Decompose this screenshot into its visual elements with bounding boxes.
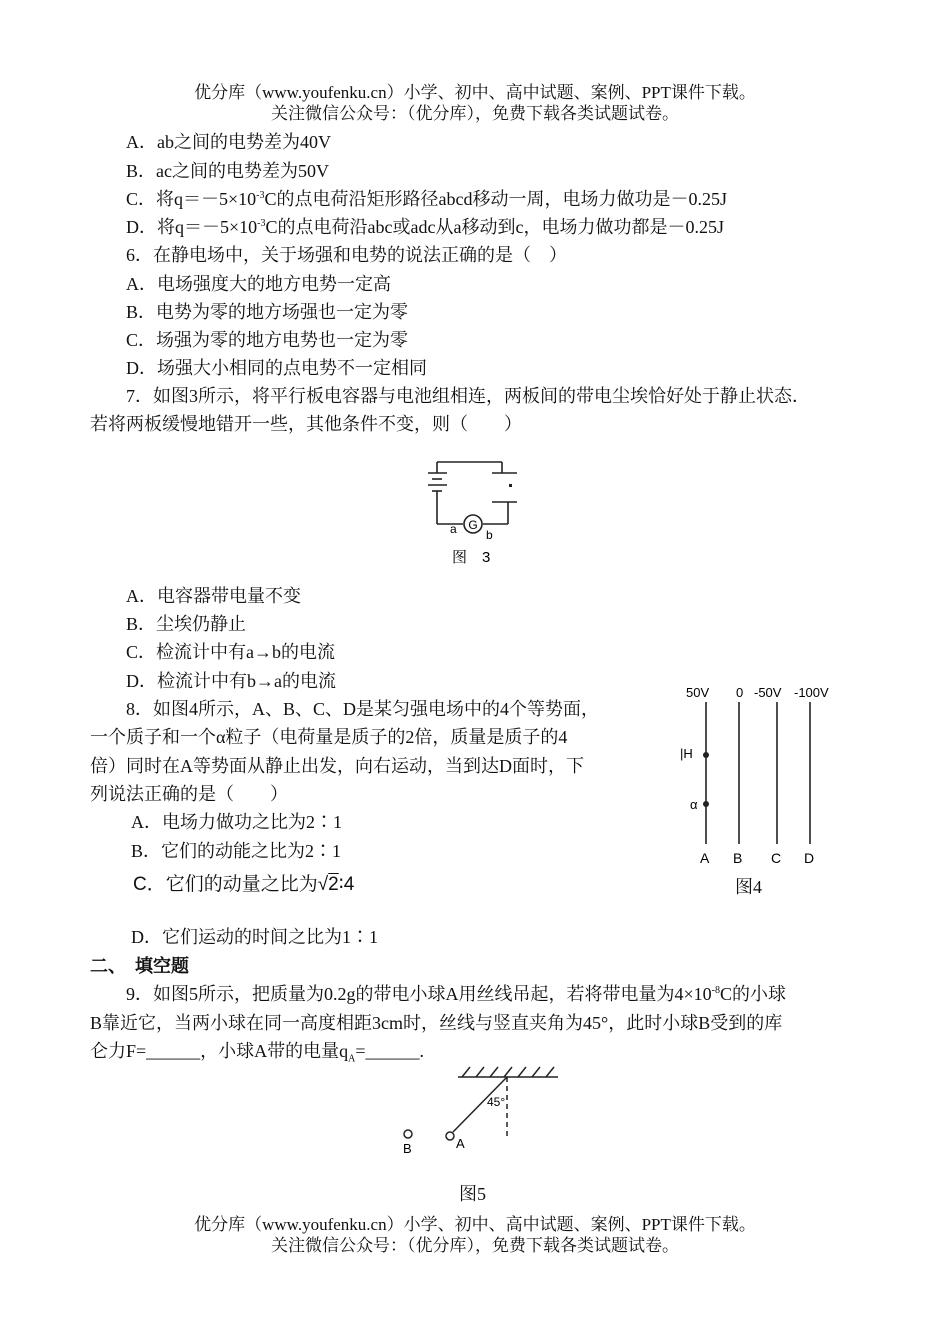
q9-line-1: 9．如图5所示，把质量为0.2g的带电小球A用丝线吊起，若将带电量为$4\times 10^{-8}C$的小球 (126, 984, 787, 1004)
q5-option-a: A．ab之间的电势差为40V (126, 132, 331, 152)
fig4-voltage-c: -50V (754, 685, 782, 700)
q9-line-3: 仑力F=______，小球A带的电量$q_A=\_\_\_\_\_\_$. (90, 1041, 425, 1065)
q5-option-c: C．将$q=-5\times 10^{-3}C$的点电荷沿矩形路径abcd移动一周，电场力做功是－0.25J (126, 189, 728, 209)
fig4-voltage-b: 0 (736, 685, 744, 700)
q8-stem-line-2: 一个质子和一个α粒子（电荷量是质子的2倍，质量是质子的4 (90, 727, 568, 747)
q6-stem: 6．在静电场中，关于场强和电势的说法正确的是（ ） (126, 245, 567, 265)
fig4-voltage-d: -100V (794, 685, 829, 700)
q7-option-b: B．尘埃仍静止 (126, 614, 247, 634)
footer-line-1: 优分库（www.youfenku.cn）小学、初中、高中试题、案例、PPT课件下载。 (194, 1215, 756, 1234)
header-line-1: 优分库（www.youfenku.cn）小学、初中、高中试题、案例、PPT课件下载。 (194, 83, 756, 102)
fig5-label-b: B (403, 1141, 412, 1156)
q5-option-b: B．ac之间的电势差为50V (126, 161, 329, 181)
q6-option-b: B．电势为零的地方场强也一定为零 (126, 302, 409, 322)
header-line-2: 关注微信公众号：（优分库），免费下载各类试题试卷。 (271, 104, 679, 123)
footer-line-2: 关注微信公众号：（优分库），免费下载各类试题试卷。 (271, 1236, 679, 1255)
fig4-voltage-a: 50V (686, 685, 710, 700)
section-2-title: 二、 填空题 (90, 956, 189, 976)
figure-4-equipotential (670, 680, 860, 900)
fig4-mark-h: |H (680, 746, 693, 761)
q8-stem-line-1: 8．如图4所示，A、B、C、D是某匀强电场中的4个等势面， (126, 699, 600, 719)
q8-stem-line-3: 倍）同时在A等势面从静止出发，向右运动，当到达D面时，下 (90, 756, 584, 776)
q9-line-2: B靠近它，当两小球在同一高度相距3cm时，丝线与竖直夹角为45°，此时小球B受到的库 (90, 1013, 783, 1033)
q7-stem-line-2: 若将两板缓慢地错开一些，其他条件不变，则（ ） (90, 414, 522, 434)
fig4-label-c: C (771, 850, 782, 866)
q7-option-a: A．电容器带电量不变 (126, 586, 301, 606)
fig4-label-b: B (733, 850, 743, 866)
q6-option-d: D．场强大小相同的点电势不一定相同 (126, 358, 427, 378)
q8-stem-line-4: 列说法正确的是（ ） (90, 784, 288, 804)
fig4-label-d: D (804, 850, 815, 866)
galvanometer-label: G (468, 518, 478, 532)
q8-option-a: A．电场力做功之比为2∶1 (131, 812, 342, 832)
proton-dot (703, 752, 709, 758)
q8-option-c: C．它们的动量之比为√2∶4 (133, 874, 355, 895)
dust-particle (509, 484, 512, 487)
fig4-mark-alpha: α (690, 797, 698, 812)
fig5-angle: 45° (487, 1095, 506, 1109)
fig3-label-b: b (486, 528, 493, 542)
fig5-label-a: A (456, 1136, 465, 1151)
figure-3-circuit (420, 440, 530, 570)
q8-option-b: B．它们的动能之比为2∶1 (131, 841, 342, 861)
q8-option-d: D．它们运动的时间之比为1∶1 (131, 927, 378, 947)
figure-5-pendulum (390, 1062, 570, 1162)
alpha-dot (703, 801, 709, 807)
fig5-caption: 图5 (459, 1184, 486, 1204)
fig4-label-a: A (700, 850, 710, 866)
q7-option-c: C．检流计中有a→b的电流 (126, 642, 335, 662)
q6-option-c: C．场强为零的地方电势也一定为零 (126, 330, 409, 350)
fig3-label-a: a (450, 522, 457, 536)
q5-option-d: D．将$q=-5\times 10^{-3}C$的点电荷沿abc或adc从a移动到c，电场力做功都是－0.25J (126, 217, 724, 237)
fig4-caption: 图4 (735, 877, 762, 897)
q7-option-d: D．检流计中有b→a的电流 (126, 671, 336, 691)
q7-stem-line-1: 7．如图3所示，将平行板电容器与电池组相连，两板间的带电尘埃恰好处于静止状态． (126, 386, 810, 406)
q6-option-a: A．电场强度大的地方电势一定高 (126, 274, 391, 294)
fig3-caption: 图 3 (452, 549, 491, 566)
